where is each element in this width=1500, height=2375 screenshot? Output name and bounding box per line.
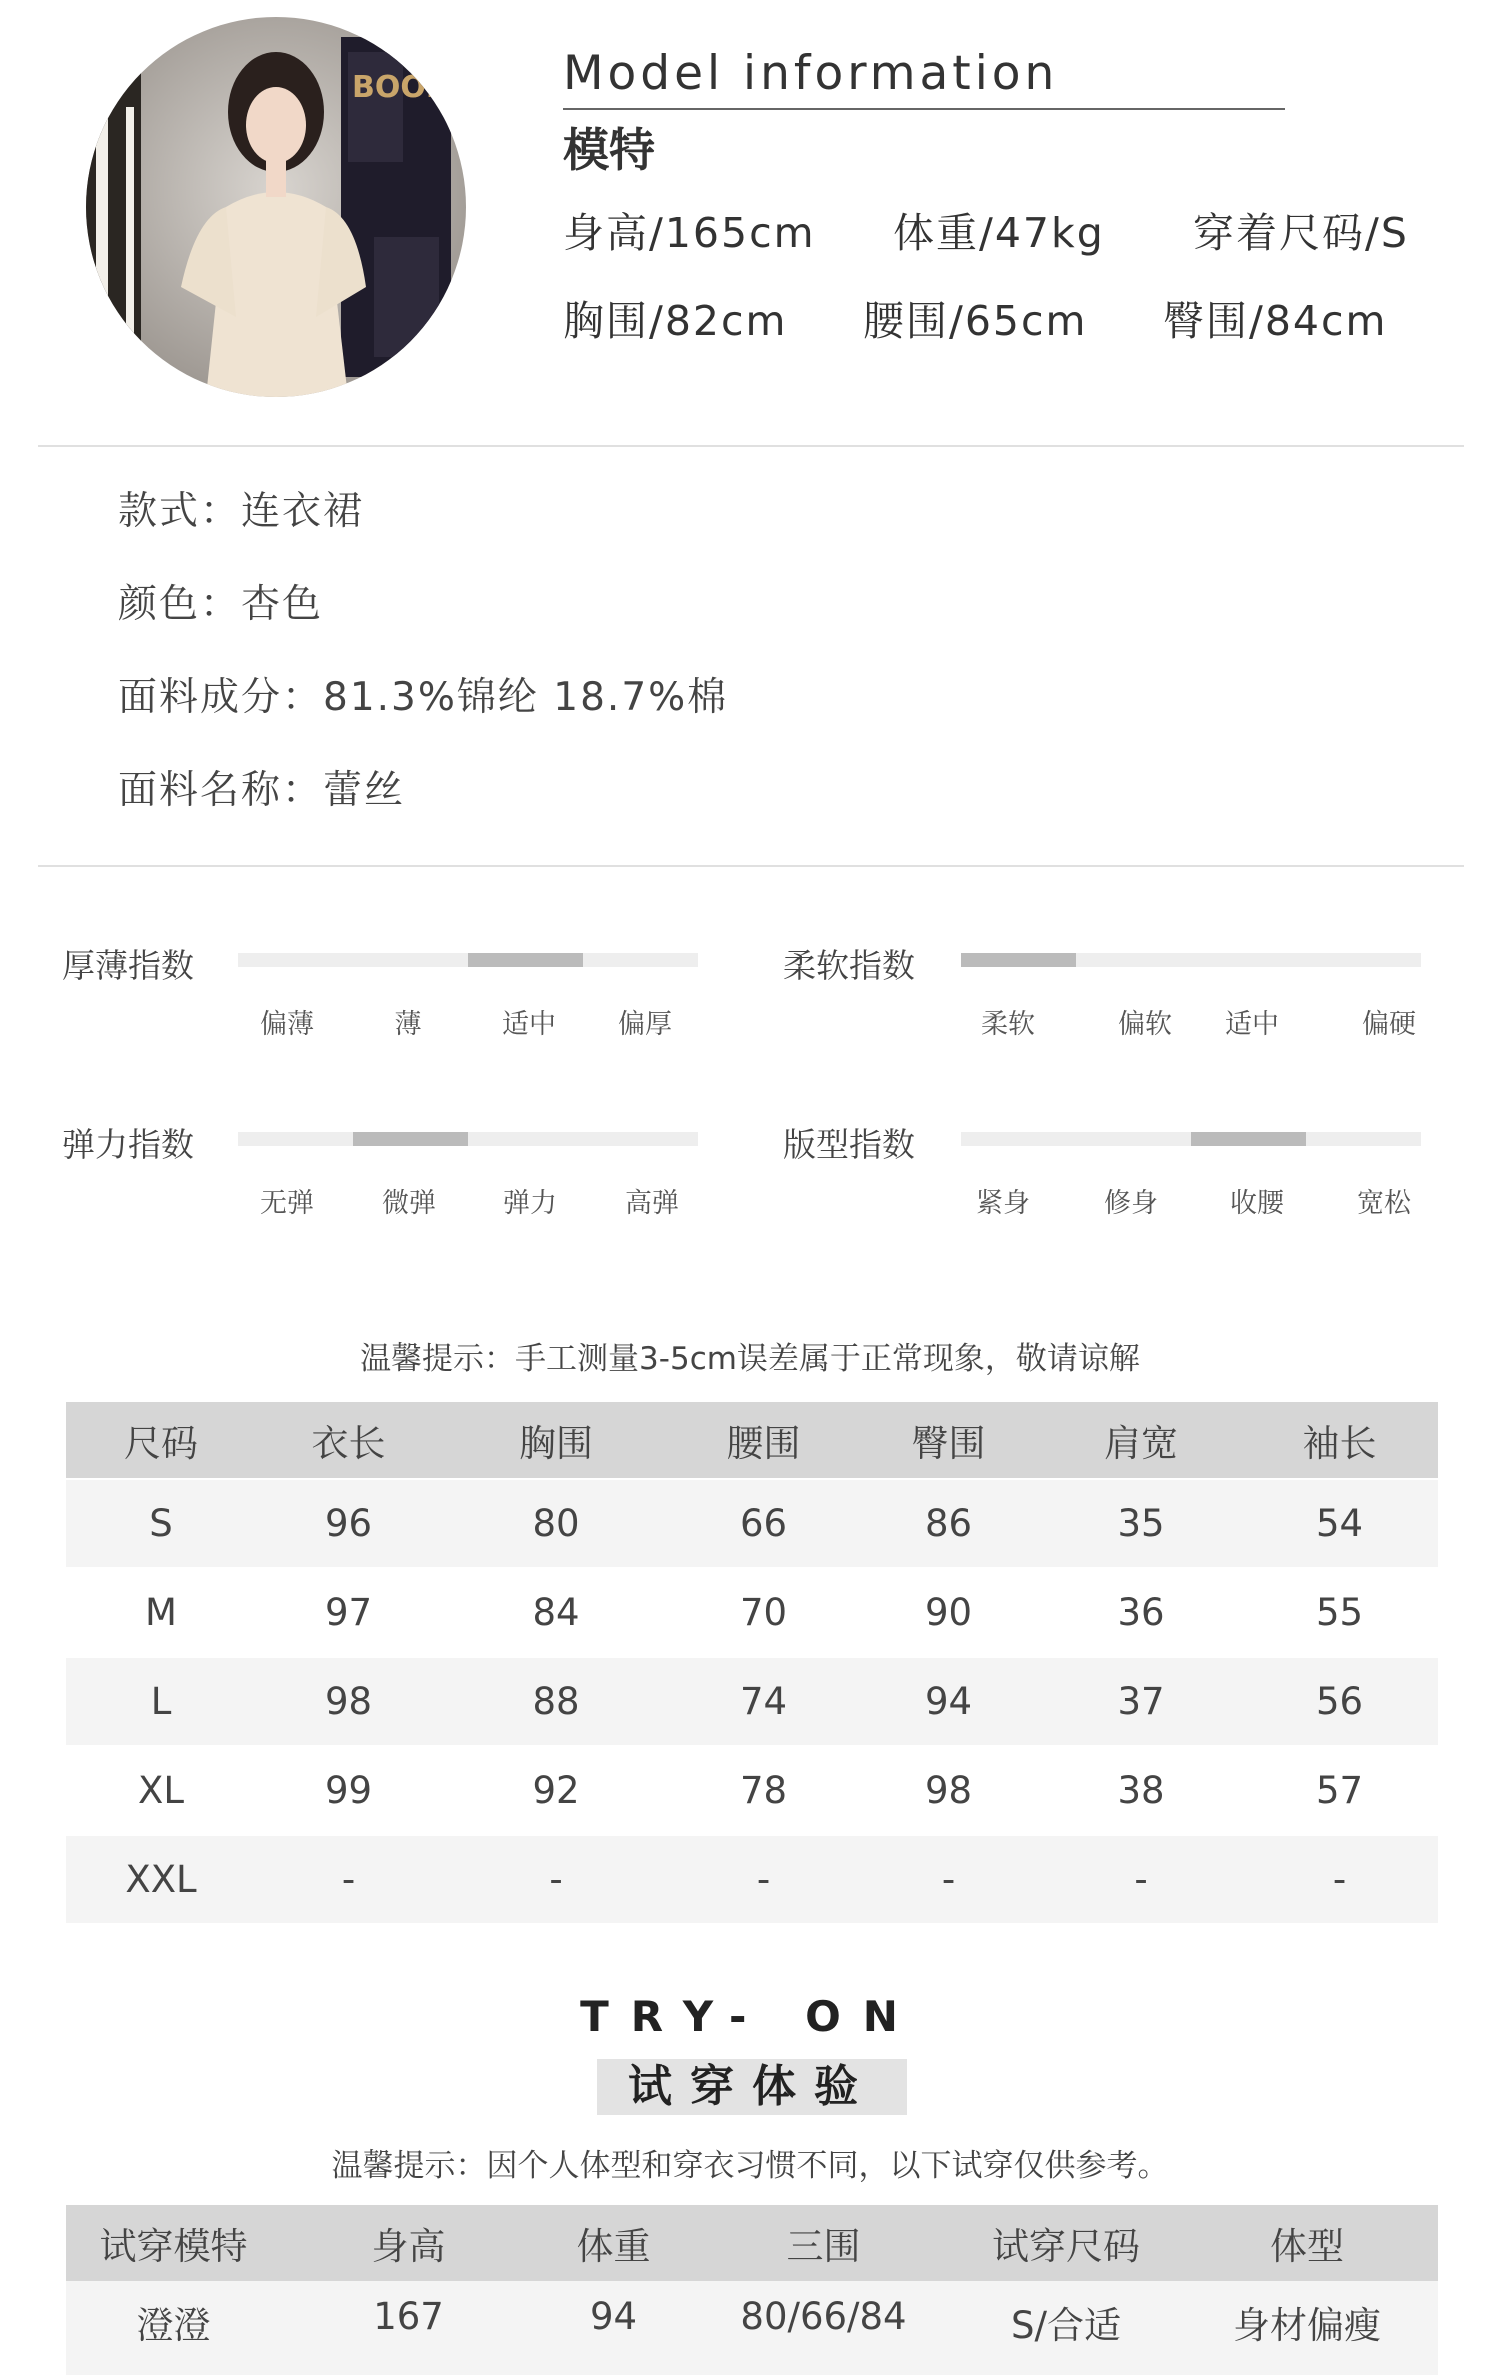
cell: - [1241, 1835, 1438, 1923]
tryon-subtitle: 试穿体验 [597, 2059, 907, 2115]
cell: 80 [441, 1479, 671, 1568]
tryon-table [66, 2205, 1438, 2375]
model-weight: 体重/47kg [893, 209, 1105, 257]
model-label: 模特 [563, 123, 655, 177]
cell: - [856, 1835, 1041, 1923]
fit-index-marker [1191, 1132, 1306, 1146]
tryon-table-header [66, 2205, 1438, 2281]
measurement-tip: 温馨提示：手工测量3-5cm误差属于正常现象，敬请谅解 [360, 1341, 1140, 1377]
cell: 74 [671, 1657, 856, 1746]
header-waist: 腰围 [671, 1402, 856, 1479]
header-sleeve: 袖长 [1241, 1402, 1438, 1479]
cell: 86 [856, 1479, 1041, 1568]
elasticity-label: 无弹 [260, 1188, 314, 1219]
thickness-label: 偏厚 [618, 1009, 672, 1040]
header-size: 尺码 [66, 1402, 256, 1479]
elasticity-label: 微弹 [382, 1188, 436, 1219]
table-row [66, 1657, 1438, 1746]
thickness-index-title: 厚薄指数 [62, 946, 194, 985]
fit-index-bar [961, 1132, 1421, 1146]
model-photo [86, 17, 466, 397]
cell: - [256, 1835, 441, 1923]
table-row [66, 1835, 1438, 1923]
fit-label: 紧身 [976, 1188, 1030, 1219]
cell: 66 [671, 1479, 856, 1568]
elasticity-index-title: 弹力指数 [62, 1125, 194, 1164]
cell: 90 [856, 1568, 1041, 1657]
cell: 38 [1041, 1746, 1241, 1835]
model-info-title: Model information [563, 46, 1059, 101]
model-waist: 腰围/65cm [863, 297, 1088, 345]
thickness-index-bar [238, 953, 698, 967]
cell: 54 [1241, 1479, 1438, 1568]
cell: - [441, 1835, 671, 1923]
elasticity-label: 弹力 [503, 1188, 557, 1219]
header-length: 衣长 [256, 1402, 441, 1479]
cell: L [66, 1657, 256, 1746]
cell: 167 [281, 2281, 536, 2375]
header-weight: 体重 [536, 2205, 691, 2281]
header-tryon-size: 试穿尺码 [956, 2205, 1176, 2281]
header-body-type: 体型 [1176, 2205, 1438, 2281]
cell: - [671, 1835, 856, 1923]
spec-style: 款式：连衣裙 [118, 489, 365, 534]
cell: 92 [441, 1746, 671, 1835]
softness-index-marker [961, 953, 1076, 967]
softness-index-bar [961, 953, 1421, 967]
model-hip: 臀围/84cm [1163, 297, 1388, 345]
thickness-label: 适中 [502, 1009, 556, 1040]
cell: - [1041, 1835, 1241, 1923]
cell: 37 [1041, 1657, 1241, 1746]
elasticity-index-marker [353, 1132, 468, 1146]
tryon-title: TRY- ON [580, 1992, 920, 2041]
thickness-label: 偏薄 [260, 1009, 314, 1040]
model-size: 穿着尺码/S [1193, 209, 1409, 257]
cell: 98 [256, 1657, 441, 1746]
cell: 35 [1041, 1479, 1241, 1568]
cell: 55 [1241, 1568, 1438, 1657]
model-height: 身高/165cm [563, 209, 816, 257]
table-row [66, 1746, 1438, 1835]
header-model: 试穿模特 [66, 2205, 281, 2281]
elasticity-label: 高弹 [625, 1188, 679, 1219]
divider [38, 445, 1464, 447]
softness-label: 偏硬 [1362, 1009, 1416, 1040]
cell: S/合适 [956, 2281, 1176, 2375]
header-measurements: 三围 [691, 2205, 956, 2281]
divider [38, 865, 1464, 867]
cell: M [66, 1568, 256, 1657]
thickness-index-marker [468, 953, 583, 967]
thickness-label: 薄 [394, 1009, 422, 1040]
model-bust: 胸围/82cm [563, 297, 788, 345]
fit-label: 修身 [1104, 1188, 1158, 1219]
cell: XL [66, 1746, 256, 1835]
header-height: 身高 [281, 2205, 536, 2281]
fit-label: 宽松 [1357, 1188, 1411, 1219]
title-underline [563, 108, 1285, 110]
table-row [66, 2281, 1438, 2375]
cell: S [66, 1479, 256, 1568]
cell: 78 [671, 1746, 856, 1835]
tryon-tip: 温馨提示：因个人体型和穿衣习惯不同，以下试穿仅供参考。 [331, 2148, 1169, 2184]
table-row [66, 1479, 1438, 1568]
spec-color: 颜色：杏色 [118, 582, 324, 627]
table-row [66, 1568, 1438, 1657]
softness-label: 偏软 [1118, 1009, 1172, 1040]
softness-label: 柔软 [981, 1009, 1035, 1040]
softness-index-title: 柔软指数 [783, 946, 915, 985]
cell: 80/66/84 [691, 2281, 956, 2375]
cell: 56 [1241, 1657, 1438, 1746]
softness-label: 适中 [1225, 1009, 1279, 1040]
cell: 澄澄 [66, 2281, 281, 2375]
header-bust: 胸围 [441, 1402, 671, 1479]
cell: 96 [256, 1479, 441, 1568]
size-table-header [66, 1402, 1438, 1479]
cell: 99 [256, 1746, 441, 1835]
cell: 36 [1041, 1568, 1241, 1657]
cell: 94 [536, 2281, 691, 2375]
cell: 98 [856, 1746, 1041, 1835]
cell: 97 [256, 1568, 441, 1657]
header-shoulder: 肩宽 [1041, 1402, 1241, 1479]
spec-fabric-name: 面料名称：蕾丝 [118, 768, 406, 813]
fit-label: 收腰 [1230, 1188, 1284, 1219]
cell: 88 [441, 1657, 671, 1746]
spec-composition: 面料成分：81.3%锦纶 18.7%棉 [118, 675, 729, 720]
size-table [66, 1402, 1438, 1923]
cell: XXL [66, 1835, 256, 1923]
elasticity-index-bar [238, 1132, 698, 1146]
photo-sign-text: BOOM [352, 70, 456, 105]
cell: 94 [856, 1657, 1041, 1746]
cell: 84 [441, 1568, 671, 1657]
cell: 身材偏瘦 [1176, 2281, 1438, 2375]
cell: 70 [671, 1568, 856, 1657]
cell: 57 [1241, 1746, 1438, 1835]
fit-index-title: 版型指数 [783, 1125, 915, 1164]
header-hip: 臀围 [856, 1402, 1041, 1479]
